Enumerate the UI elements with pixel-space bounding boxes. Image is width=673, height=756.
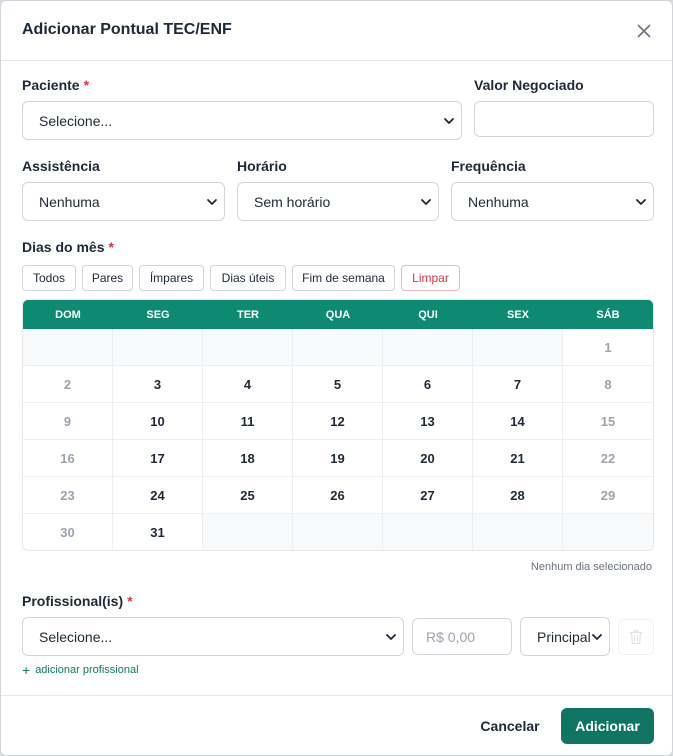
chevron-down-icon [420,196,432,208]
select-weekdays-button[interactable]: Dias úteis [210,265,286,291]
calendar-day[interactable]: 16 [23,440,113,477]
schedule-label: Horário [237,158,287,174]
assistance-select-value: Nenhuma [39,193,100,210]
chevron-down-icon [206,196,218,208]
calendar-empty-cell [293,514,383,551]
chevron-down-icon [443,115,455,127]
calendar-day[interactable]: 1 [563,329,653,366]
calendar-day[interactable]: 28 [473,477,563,514]
select-odd-button[interactable]: Ímpares [139,265,204,291]
price-placeholder: R$ 0,00 [426,628,476,645]
calendar-day[interactable]: 15 [563,403,653,440]
frequency-select[interactable] [451,182,654,221]
submit-button[interactable]: Adicionar [561,708,654,744]
select-weekend-button[interactable]: Fim de semana [292,265,395,291]
calendar-empty-cell [203,329,293,366]
calendar-day[interactable]: 2 [23,366,113,403]
calendar-empty-cell [383,329,473,366]
calendar-empty-cell [383,514,473,551]
calendar-day[interactable]: 18 [203,440,293,477]
selection-hint: Nenhum dia selecionado [530,561,652,573]
calendar-empty-cell [563,514,653,551]
calendar-day[interactable]: 17 [113,440,203,477]
calendar-empty-cell [473,329,563,366]
clear-selection-button[interactable]: Limpar [401,265,460,291]
weekday-header: SÁB [596,308,620,321]
calendar-day[interactable]: 11 [203,403,293,440]
schedule-select[interactable] [237,182,439,221]
professional-role-value: Principal [537,628,591,645]
days-label: Dias do mês * [22,239,114,255]
calendar-grid [23,329,653,551]
close-button[interactable] [632,19,656,43]
trash-icon [629,629,643,645]
professional-price-input[interactable] [412,618,512,655]
chevron-down-icon [385,631,397,643]
weekday-header: DOM [55,308,81,321]
modal-title: Adicionar Pontual TEC/ENF [22,21,232,38]
calendar-day[interactable]: 6 [383,366,473,403]
calendar-day[interactable]: 27 [383,477,473,514]
calendar-day[interactable]: 12 [293,403,383,440]
calendar-day[interactable]: 21 [473,440,563,477]
calendar-empty-cell [113,329,203,366]
frequency-select-value: Nenhuma [468,193,529,210]
month-calendar [22,299,654,551]
calendar-day[interactable]: 24 [113,477,203,514]
modal-header [1,1,672,61]
select-even-button[interactable]: Pares [82,265,133,291]
calendar-day[interactable]: 22 [563,440,653,477]
calendar-day[interactable]: 26 [293,477,383,514]
weekday-header: QUI [418,308,438,321]
calendar-empty-cell [473,514,563,551]
patient-select[interactable] [22,101,462,140]
add-professional-text: adicionar profissional [35,664,139,676]
calendar-day[interactable]: 19 [293,440,383,477]
professional-select[interactable] [22,617,404,656]
professional-select-value: Selecione... [39,628,113,645]
required-marker: * [127,593,133,609]
patient-select-value: Selecione... [39,112,113,129]
calendar-day[interactable]: 23 [23,477,113,514]
calendar-day[interactable]: 5 [293,366,383,403]
professional-role-select[interactable] [520,617,610,656]
close-icon [632,19,656,43]
plus-icon: + [22,662,31,678]
weekday-header: TER [237,308,259,321]
cancel-button[interactable]: Cancelar [480,718,540,734]
required-marker: * [83,77,90,93]
professionals-label: Profissional(is) * [22,593,133,609]
patient-label: Paciente * [22,77,90,93]
negotiated-value-label: Valor Negociado [474,77,584,93]
chevron-down-icon [591,631,603,643]
calendar-empty-cell [203,514,293,551]
calendar-day[interactable]: 8 [563,366,653,403]
calendar-empty-cell [293,329,383,366]
schedule-select-value: Sem horário [254,193,331,210]
chevron-down-icon [635,196,647,208]
weekday-header: SEX [506,308,529,321]
calendar-day[interactable]: 31 [113,514,203,551]
calendar-day[interactable]: 7 [473,366,563,403]
required-marker: * [108,239,114,255]
calendar-header [23,300,653,329]
negotiated-value-input[interactable] [474,101,654,137]
frequency-label: Frequência [451,158,526,174]
remove-professional-button[interactable] [618,619,654,655]
weekday-header: SEG [146,308,170,321]
calendar-day[interactable]: 13 [383,403,473,440]
assistance-select[interactable] [22,182,225,221]
calendar-day[interactable]: 4 [203,366,293,403]
calendar-day[interactable]: 3 [113,366,203,403]
calendar-day[interactable]: 10 [113,403,203,440]
calendar-day[interactable]: 25 [203,477,293,514]
calendar-day[interactable]: 30 [23,514,113,551]
weekday-header: QUA [325,308,351,321]
add-professional-link[interactable] [22,663,139,677]
calendar-empty-cell [23,329,113,366]
calendar-day[interactable]: 29 [563,477,653,514]
calendar-day[interactable]: 9 [23,403,113,440]
select-all-button[interactable]: Todos [22,265,76,291]
calendar-day[interactable]: 14 [473,403,563,440]
assistance-label: Assistência [22,158,100,174]
calendar-day[interactable]: 20 [383,440,473,477]
